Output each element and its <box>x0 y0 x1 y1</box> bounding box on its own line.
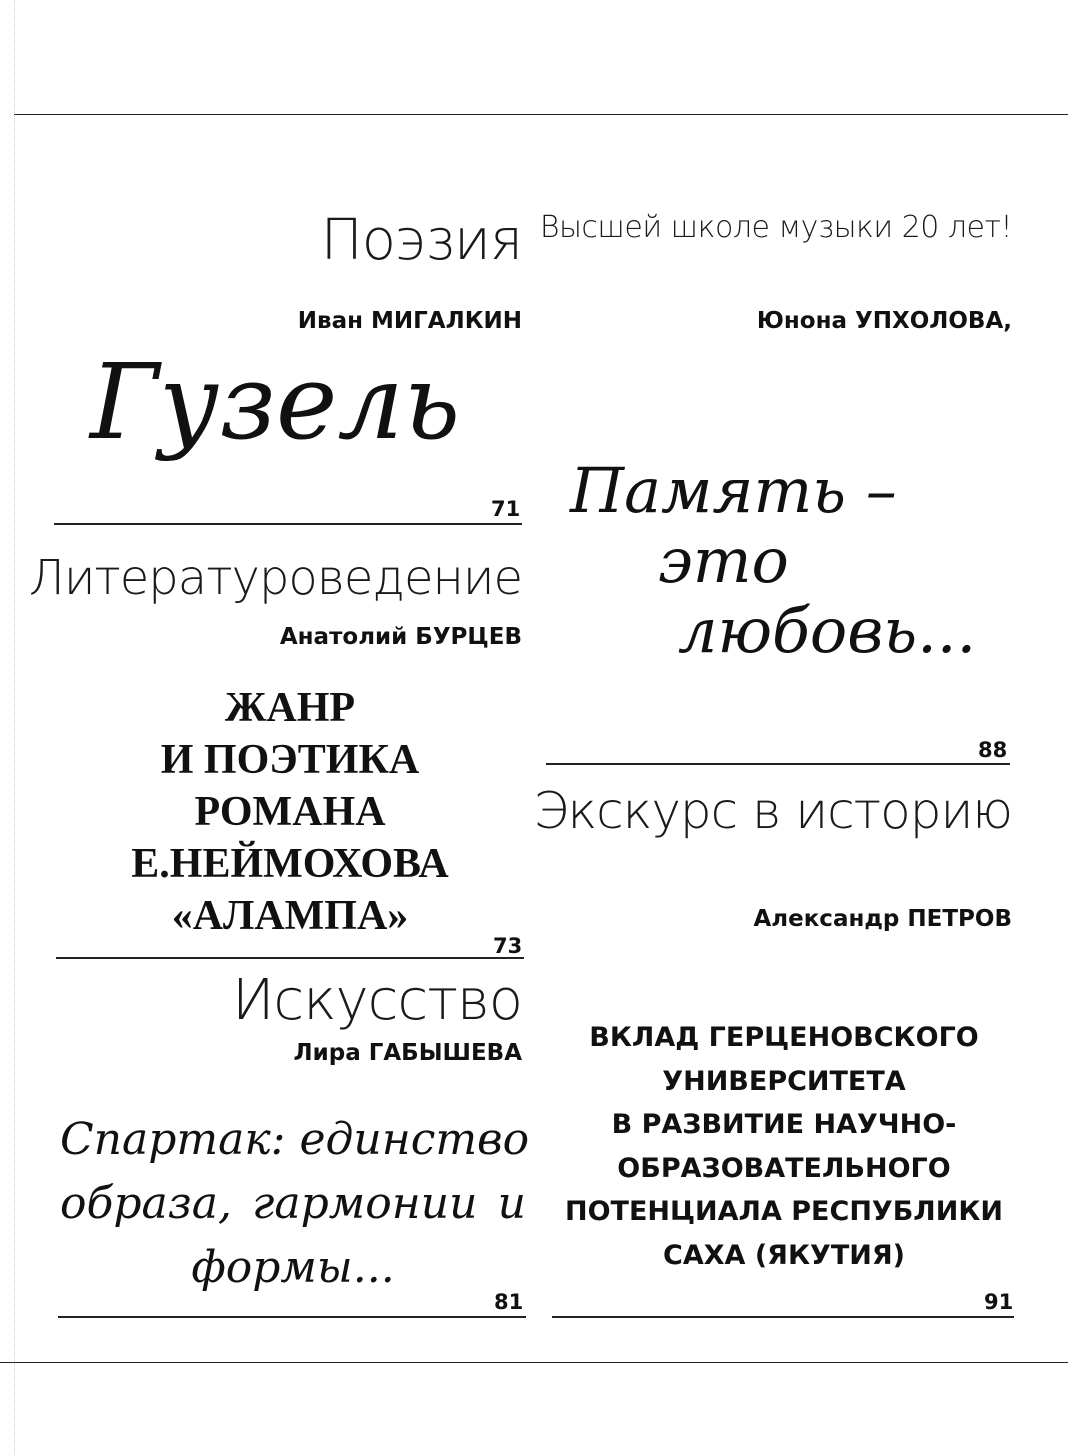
entry-rule <box>552 1316 1014 1318</box>
article-author: Лира ГАБЫШЕВА <box>293 1040 522 1066</box>
left-margin-guide <box>14 0 15 1455</box>
page-number[interactable]: 73 <box>493 934 523 958</box>
title-line: И ПОЭТИКА <box>160 737 420 783</box>
top-rule <box>14 114 1068 115</box>
article-title <box>80 682 500 942</box>
entry-rule <box>546 763 1010 765</box>
article-title: Гузель <box>90 341 461 463</box>
section-heading: Поэзия <box>320 208 522 273</box>
entry-rule <box>58 1316 526 1318</box>
title-line: «АЛАМПА» <box>171 893 409 939</box>
title-line: Спартак: единство <box>60 1114 530 1165</box>
section-heading: Высшей школе музыки 20 лет! <box>539 210 1012 245</box>
title-line: ВКЛАД ГЕРЦЕНОВСКОГО <box>589 1022 979 1053</box>
article-author: Александр ПЕТРОВ <box>753 906 1012 932</box>
title-line: образа, гармонии и <box>60 1178 526 1229</box>
article-title <box>560 456 1020 666</box>
bottom-rule <box>0 1362 1068 1363</box>
title-line: Е.НЕЙМОХОВА <box>131 841 449 887</box>
title-line: любовь... <box>678 594 977 667</box>
article-author: Анатолий БУРЦЕВ <box>279 624 522 650</box>
page-number[interactable]: 71 <box>491 497 521 521</box>
section-heading: Литературоведение <box>28 550 522 606</box>
title-line: В РАЗВИТИЕ НАУЧНО- <box>611 1109 957 1140</box>
title-line: ЖАНР <box>224 685 356 731</box>
section-heading: Искусство <box>232 968 522 1033</box>
title-line: РОМАНА <box>194 789 386 835</box>
page-number[interactable]: 81 <box>494 1290 524 1314</box>
title-line: УНИВЕРСИТЕТА <box>662 1065 906 1097</box>
title-line: Память – <box>570 454 897 527</box>
section-heading: Экскурс в историю <box>533 782 1012 840</box>
article-author: Юнона УПХОЛОВА, <box>756 308 1012 334</box>
title-line: формы... <box>191 1242 395 1293</box>
title-line: ПОТЕНЦИАЛА РЕСПУБЛИКИ <box>565 1196 1003 1227</box>
page-number[interactable]: 88 <box>978 738 1008 762</box>
title-line: это <box>658 524 789 597</box>
title-line: САХА (ЯКУТИЯ) <box>663 1239 905 1271</box>
article-title <box>60 1108 530 1300</box>
title-line: ОБРАЗОВАТЕЛЬНОГО <box>617 1152 951 1184</box>
article-author: Иван МИГАЛКИН <box>297 308 522 334</box>
page-number[interactable]: 91 <box>984 1290 1014 1314</box>
entry-rule <box>56 957 524 959</box>
article-title <box>556 1016 1012 1277</box>
entry-rule <box>54 523 522 525</box>
